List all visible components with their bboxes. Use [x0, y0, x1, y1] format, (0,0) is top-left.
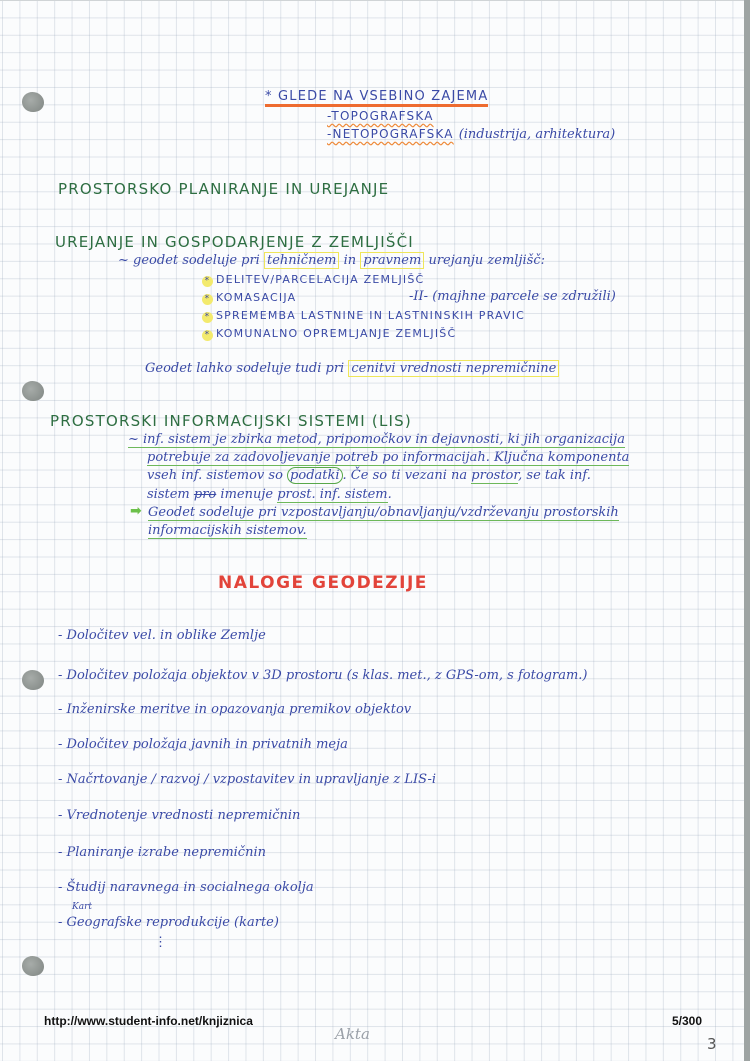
source-url: http://www.student-info.net/knjiznica — [44, 1014, 253, 1028]
task-item: - Planiranje izrabe nepremičnin — [58, 845, 266, 860]
task-correction: Kart — [72, 902, 93, 912]
task-item: - Določitev vel. in oblike Zemlje — [58, 628, 266, 643]
content-type-item: -TOPOGRAFSKA — [327, 109, 434, 123]
land-list-item: * KOMASACIJA — [202, 291, 296, 305]
binder-hole — [22, 92, 44, 112]
land-list-item: * DELITEV/PARCELACIJA ZEMLJIŠČ — [202, 273, 424, 287]
lis-heading: PROSTORSKI INFORMACIJSKI SISTEMI (LIS) — [50, 412, 412, 430]
lis-definition-line: sistem pro imenuje prost. inf. sistem. — [147, 487, 392, 502]
land-heading: UREJANJE IN GOSPODARJENJE Z ZEMLJIŠČI — [55, 233, 414, 251]
task-item: - Inženirske meritve in opazovanja premikov objektov — [58, 702, 412, 717]
content-type-heading: * GLEDE NA VSEBINO ZAJEMA — [265, 89, 488, 104]
planning-title: PROSTORSKO PLANIRANJE IN UREJANJE — [58, 180, 390, 198]
land-intro: ~ geodet sodeluje pri tehničnem in pravnem urejanju zemljišč: — [118, 253, 545, 268]
binder-hole — [22, 381, 44, 401]
asterisk-bullet-icon: * — [202, 294, 213, 305]
task-item: - Vrednotenje vrednosti nepremičnin — [58, 808, 301, 823]
asterisk-bullet-icon: * — [202, 312, 213, 323]
asterisk-bullet-icon: * — [202, 276, 213, 287]
asterisk-bullet-icon: * — [202, 330, 213, 341]
lis-definition-line: ~ inf. sistem je zbirka metod, pripomočkov in dejavnosti, ki jih organizacija — [128, 432, 625, 447]
task-item: - Geografske reprodukcije (karte) — [58, 915, 279, 930]
tasks-heading: NALOGE GEODEZIJE — [218, 573, 428, 593]
binder-hole — [22, 670, 44, 690]
land-list-item: * KOMUNALNO OPREMLJANJE ZEMLJIŠČ — [202, 327, 456, 341]
task-item: - Študij naravnega in socialnega okolja — [58, 880, 314, 895]
paper-top-edge — [0, 0, 750, 1]
task-item: - Določitev položaja javnih in privatnih meja — [58, 737, 348, 752]
notebook-brand-logo: Akta — [335, 1025, 370, 1043]
page-number: 3 — [707, 1035, 717, 1053]
page-count: 5/300 — [672, 1014, 703, 1028]
arrow-right-icon: ➡ — [130, 503, 142, 519]
continuation-dots: ⋮ — [154, 935, 167, 950]
paper-right-edge — [744, 0, 750, 1061]
lis-definition-line: potrebuje za zadovoljevanje potreb po informacijah. Ključna komponenta — [147, 450, 630, 465]
binder-hole — [22, 956, 44, 976]
land-list-item: * SPREMEMBA LASTNINE IN LASTNINSKIH PRAVIC — [202, 309, 525, 323]
lis-conclusion-line: Geodet sodeluje pri vzpostavljanju/obnavljanju/vzdrževanju prostorskih — [148, 505, 619, 520]
task-item: - Določitev položaja objektov v 3D prostoru (s klas. met., z GPS-om, s fotogram.) — [58, 668, 588, 683]
valuation-note: Geodet lahko sodeluje tudi pri cenitvi vrednosti nepremičnine — [145, 361, 559, 376]
lis-conclusion-line: informacijskih sistemov. — [148, 523, 307, 538]
content-type-item: -NETOPOGRAFSKA (industrija, arhitektura) — [327, 127, 616, 142]
task-item: - Načrtovanje / razvoj / vzpostavitev in upravljanje z LIS-i — [58, 772, 437, 787]
land-list-note: -II- (majhne parcele se združili) — [409, 289, 616, 304]
lis-definition-line: vseh inf. sistemov so podatki . Če so ti vezani na prostor, se tak inf. — [147, 468, 591, 483]
